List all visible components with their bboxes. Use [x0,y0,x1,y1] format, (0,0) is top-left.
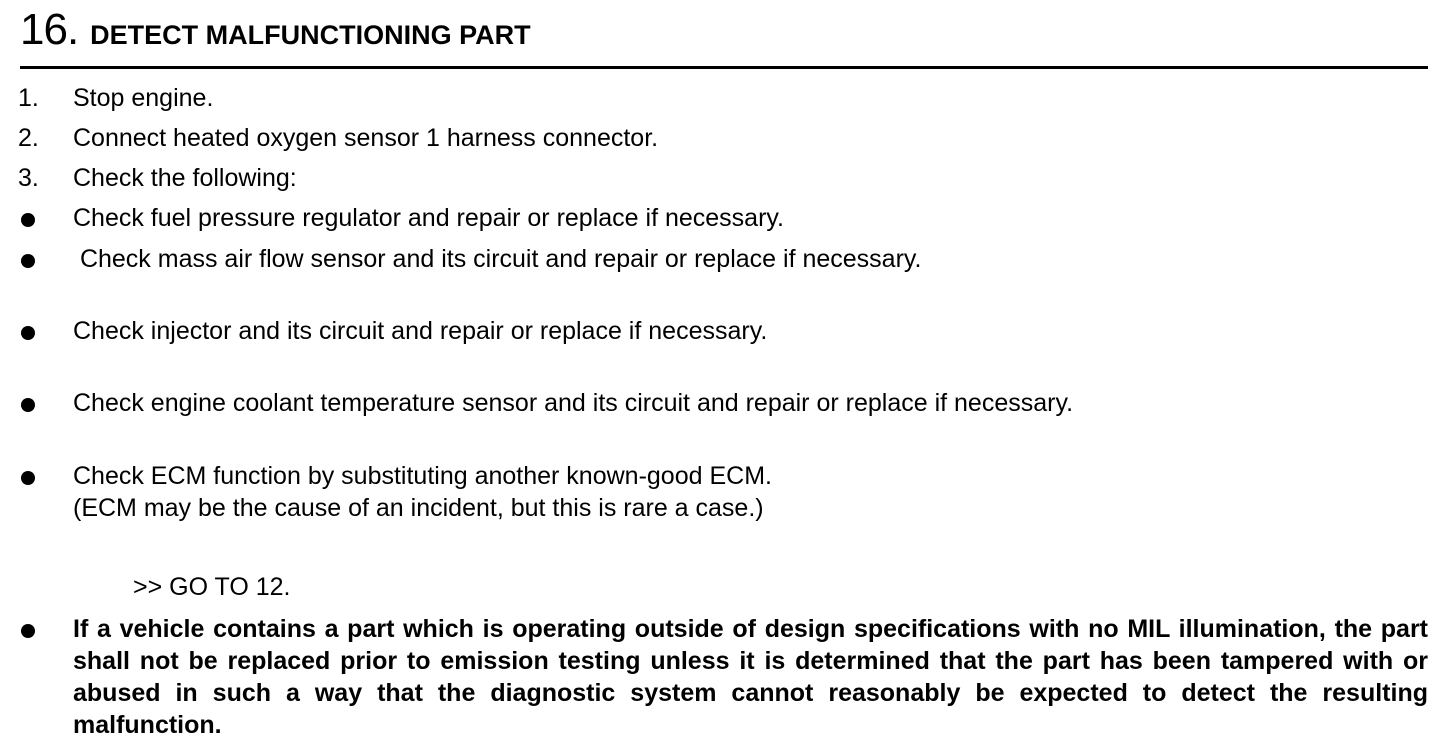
bullet-icon [21,624,35,638]
step-number: 1. [18,84,39,112]
goto-link[interactable]: >> GO TO 12. [133,573,291,601]
section-title: DETECT MALFUNCTIONING PART [90,20,531,50]
check-text: Check mass air flow sensor and its circuit and repair or replace if necessary. [73,245,922,273]
bullet-icon [21,213,35,227]
check-text: Check ECM function by substituting another known-good ECM. [73,462,772,490]
step-number: 2. [18,124,39,152]
step-text: Stop engine. [73,84,214,112]
check-text: Check engine coolant temperature sensor and its circuit and repair or replace if necessary. [73,389,1074,417]
section-number: 16. [20,5,79,54]
check-text: Check fuel pressure regulator and repair or replace if necessary. [73,204,784,232]
heading-divider [20,66,1428,69]
warning-text: If a vehicle contains a part which is operating outside of design specifications with no MIL illumination, the part shall not be replaced prior to emission testing unless it is determined that the part has been tampered with or abused in such a way that the diagnostic system cannot reasonably be expected to detect the resulting malfunction. [73,615,1428,739]
check-text: Check injector and its circuit and repair or replace if necessary. [73,317,768,345]
check-note-text: (ECM may be the cause of an incident, but this is rare a case.) [73,494,764,522]
bullet-icon [21,254,35,268]
step-number: 3. [18,164,39,192]
section-heading [20,6,531,54]
bullet-icon [21,398,35,412]
bullet-icon [21,326,35,340]
bullet-icon [21,471,35,485]
step-text: Connect heated oxygen sensor 1 harness connector. [73,124,659,152]
step-text: Check the following: [73,164,297,192]
